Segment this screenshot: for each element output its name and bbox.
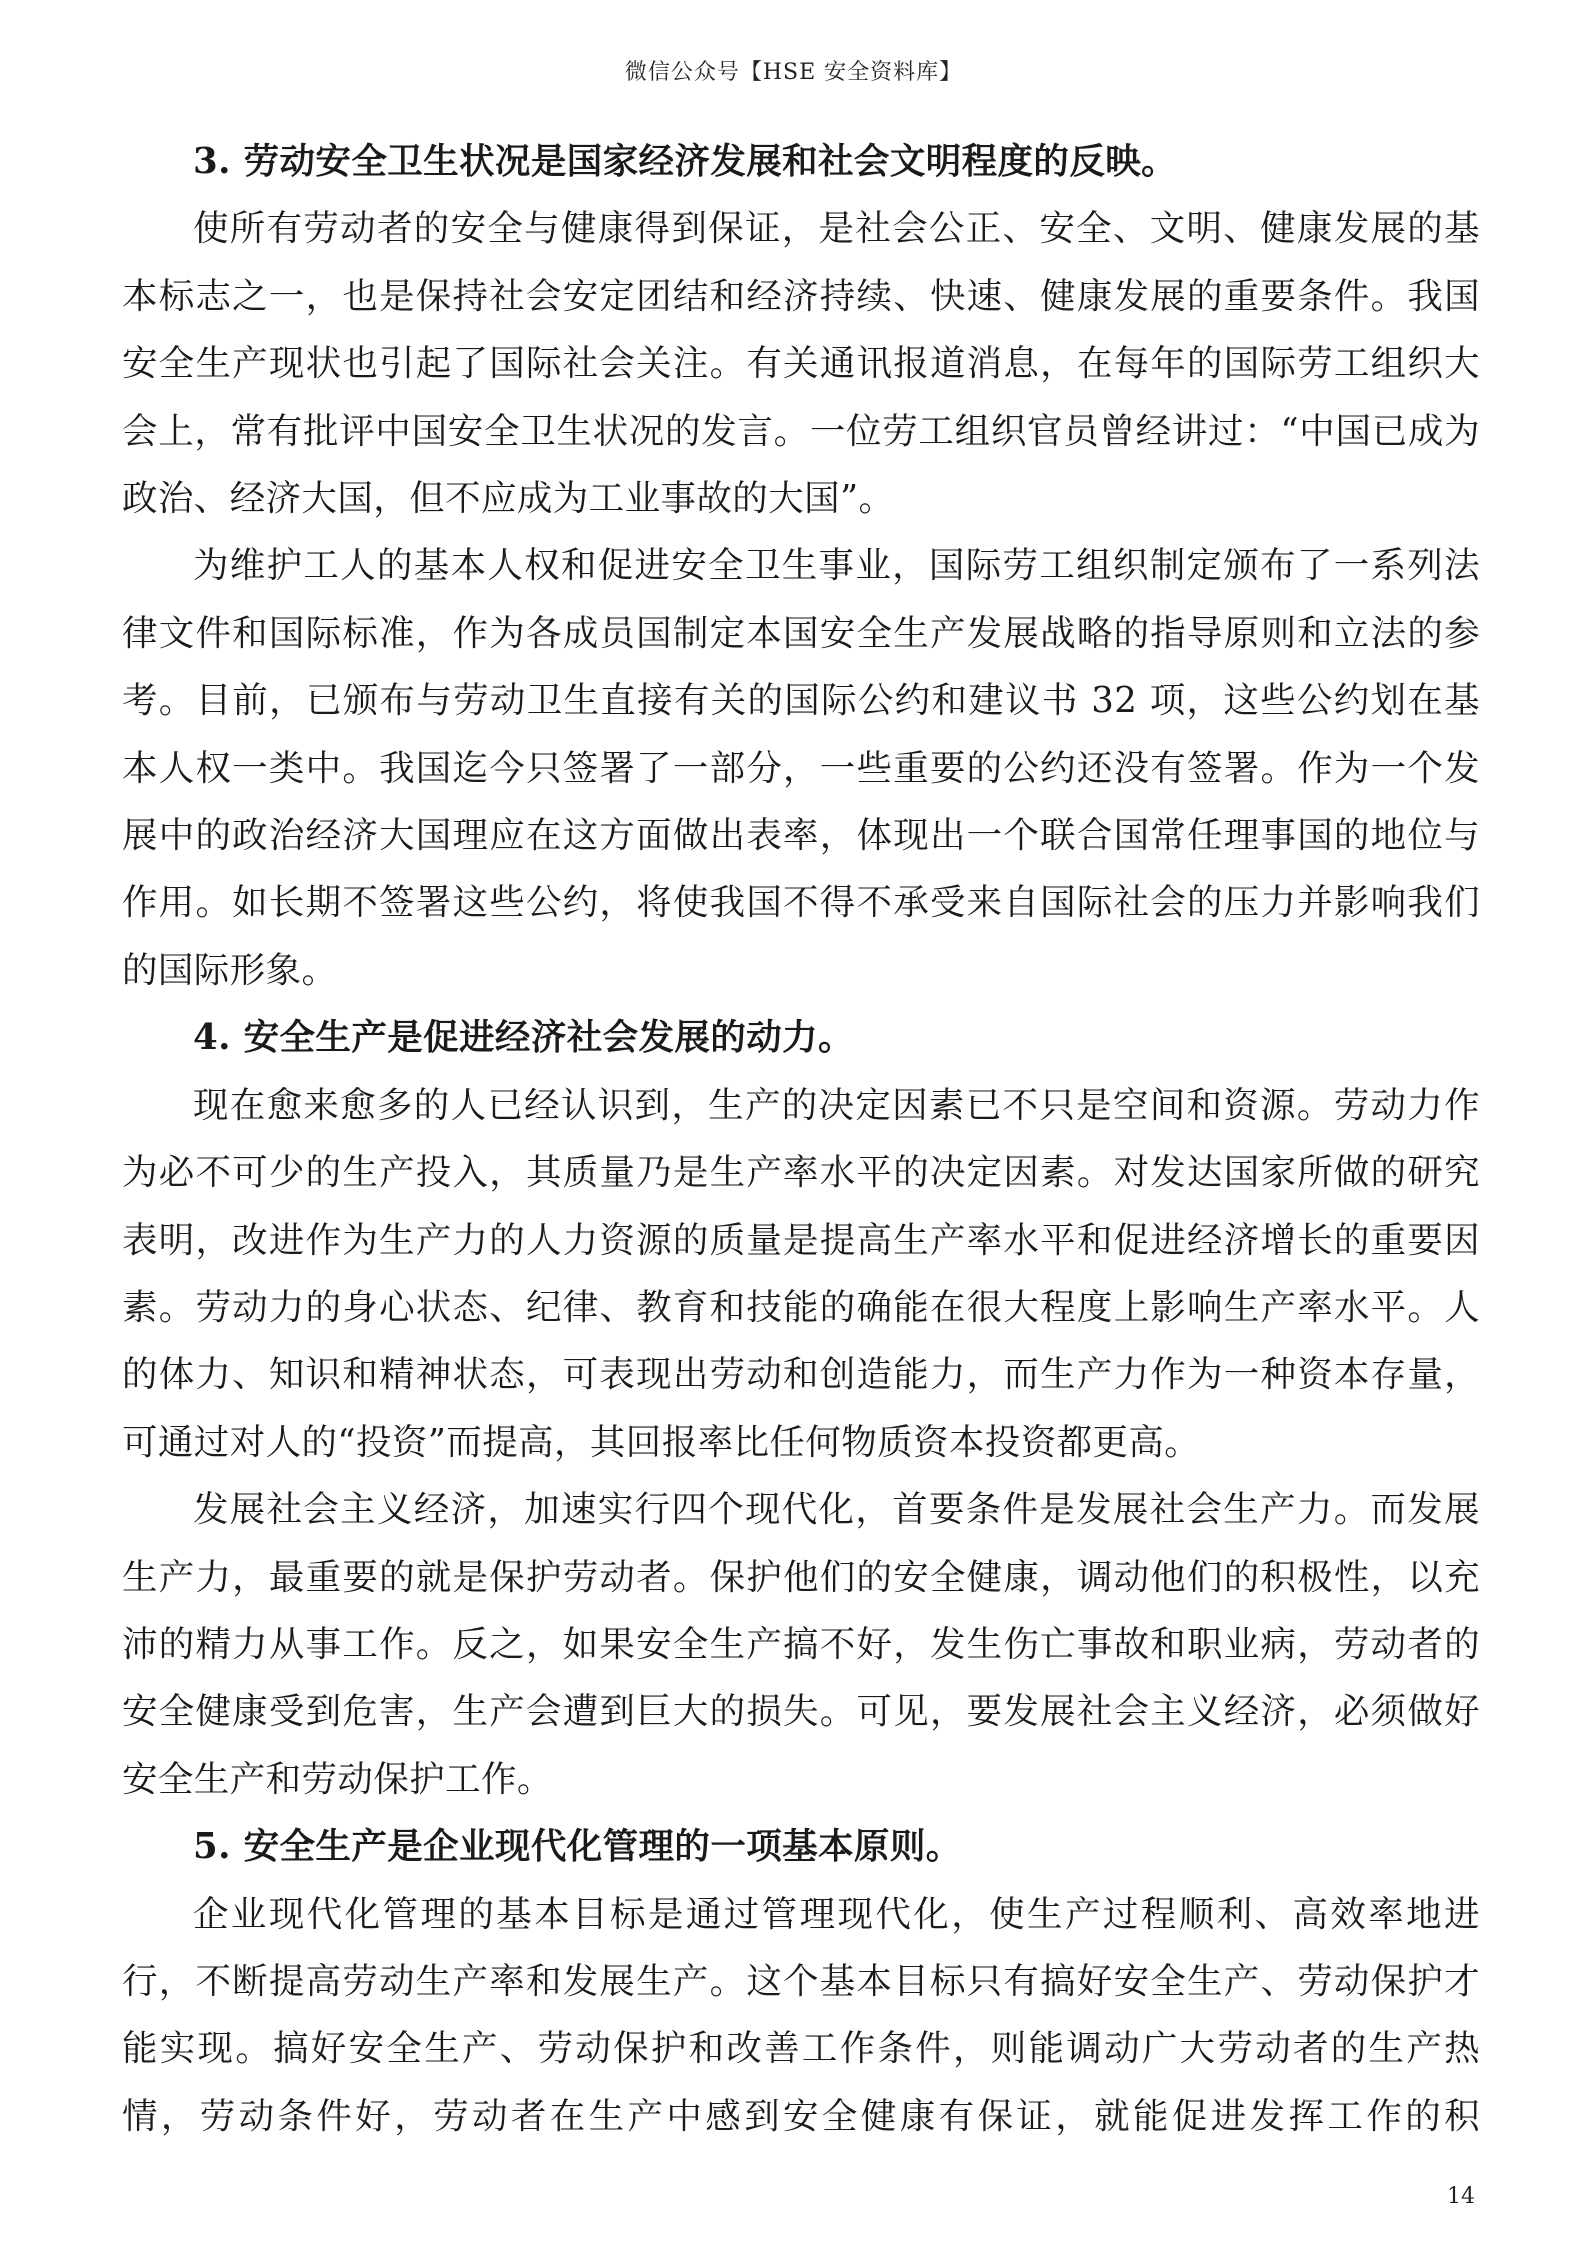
document-body bbox=[122, 128, 1480, 2150]
section-heading-3: 3. 劳动安全卫生状况是国家经济发展和社会文明程度的反映。 bbox=[193, 141, 1178, 182]
page-number: 14 bbox=[1447, 2184, 1475, 2209]
body-paragraph: 使所有劳动者的安全与健康得到保证，是社会公正、安全、文明、健康发展的基本标志之一，也是保持社会安定团结和经济持续、快速、健康发展的重要条件。我国安全生产现状也引起了国际社会关注。有关通讯报道消息，在每年的国际劳工组织大会上，常有批评中国安全卫生状况的发言。一位劳工组织官员曾经讲过：“中国已成为政治、经济大国，但不应成为工业事故的大国”。 bbox=[122, 208, 1480, 520]
section-heading-5: 5. 安全生产是企业现代化管理的一项基本原则。 bbox=[193, 1826, 962, 1868]
page-header: 微信公众号【HSE 安全资料库】 bbox=[624, 60, 963, 85]
body-paragraph: 现在愈来愈多的人已经认识到，生产的决定因素已不只是空间和资源。劳动力作为必不可少的生产投入，其质量乃是生产率水平的决定因素。对发达国家所做的研究表明，改进作为生产力的人力资源的质量是提高生产率水平和促进经济增长的重要因素。劳动力的身心状态、纪律、教育和技能的确能在很大程度上影响生产率水平。人的体力、知识和精神状态，可表现出劳动和创造能力，而生产力作为一种资本存量，可通过对人的“投资”而提高，其回报率比任何物质资本投资都更高。 bbox=[122, 1084, 1480, 1463]
section-heading-4: 4. 安全生产是促进经济社会发展的动力。 bbox=[193, 1017, 854, 1059]
body-paragraph: 为维护工人的基本人权和促进安全卫生事业，国际劳工组织制定颁布了一系列法律文件和国际标准，作为各成员国制定本国安全生产发展战略的指导原则和立法的参考。目前，已颁布与劳动卫生直接有关的国际公约和建议书 32 项，这些公约划在基本人权一类中。我国迄今只签署了一部分，一些重要的公约还没有签署。作为一个发展中的政治经济大国理应在这方面做出表率，体现出一个联合国常任理事国的地位与作用。如长期不签署这些公约，将使我国不得不承受来自国际社会的压力并影响我们的国际形象。 bbox=[122, 545, 1480, 991]
body-paragraph: 发展社会主义经济，加速实行四个现代化，首要条件是发展社会生产力。而发展生产力，最重要的就是保护劳动者。保护他们的安全健康，调动他们的积极性，以充沛的精力从事工作。反之，如果安全生产搞不好，发生伤亡事故和职业病，劳动者的安全健康受到危害，生产会遭到巨大的损失。可见，要发展社会主义经济，必须做好安全生产和劳动保护工作。 bbox=[122, 1489, 1480, 1800]
body-paragraph: 企业现代化管理的基本目标是通过管理现代化，使生产过程顺利、高效率地进行，不断提高劳动生产率和发展生产。这个基本目标只有搞好安全生产、劳动保护才能实现。搞好安全生产、劳动保护和改善工作条件，则能调动广大劳动者的生产热情，劳动条件好，劳动者在生产中感到安全健康有保证，就能促进发挥工作的积 bbox=[122, 1893, 1480, 2137]
